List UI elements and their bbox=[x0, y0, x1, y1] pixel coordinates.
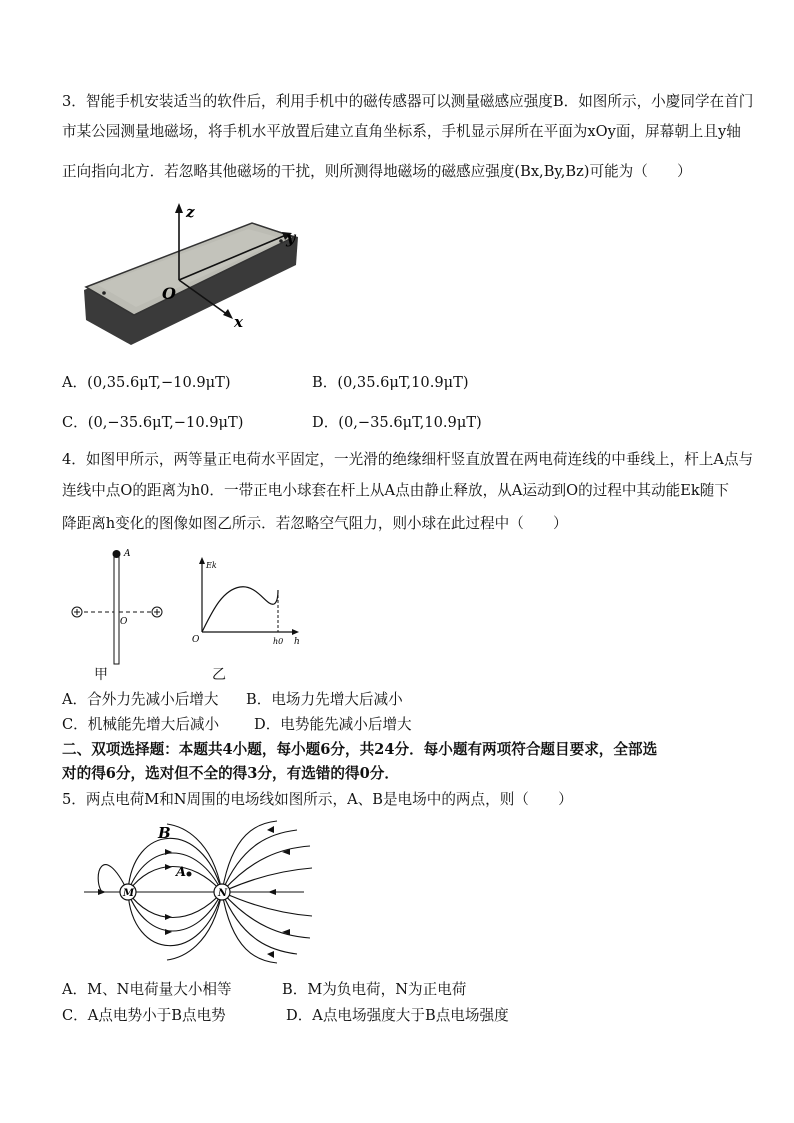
q3-phone-figure bbox=[76, 195, 306, 360]
q4-tick-h0: h0 bbox=[273, 637, 284, 646]
x-axis-label: x bbox=[234, 313, 243, 331]
q4-ylabel: Ek bbox=[206, 561, 217, 570]
q3-option-a[interactable]: A．(0,35.6μT,−10.9μT) bbox=[62, 374, 231, 391]
q5-option-c[interactable]: C．A点电势小于B点电势 bbox=[62, 1007, 226, 1024]
ek-curve bbox=[202, 587, 278, 632]
q3-text-line1: 3．智能手机安装适当的软件后，利用手机中的磁传感器可以测量磁感应强度B．如图所示，小慶同学在首门 bbox=[62, 93, 754, 110]
q3-option-d[interactable]: D．(0,−35.6μT,10.9μT) bbox=[312, 414, 482, 431]
q4-label-A: A bbox=[124, 549, 131, 559]
q5-option-b[interactable]: B．M为负电荷，N为正电荷 bbox=[282, 981, 467, 998]
q3-option-c[interactable]: C．(0,−35.6μT,−10.9μT) bbox=[62, 414, 244, 431]
section2-heading-line2: 对的得6分，选对但不全的得3分，有选错的得0分． bbox=[62, 765, 399, 782]
q4-figure-yi bbox=[192, 557, 300, 647]
q4-text-line1: 4．如图甲所示，两等量正电荷水平固定，一光滑的绝缘细杆竖直放置在两电荷连线的中垂线上，杆上A点与 bbox=[62, 451, 754, 468]
q4-text-line3: 降距离h变化的图像如图乙所示．若忽略空气阻力，则小球在此过程中（ ） bbox=[62, 515, 568, 532]
q4-origin: O bbox=[192, 635, 200, 645]
field-lines bbox=[84, 821, 312, 963]
y-axis-label: y bbox=[286, 228, 296, 247]
q4-text-line2: 连线中点O的距离为h0．一带正电小球套在杆上从A点由静止释放，从A运动到O的过程中其动能Ek随下 bbox=[62, 482, 729, 499]
origin-label: O bbox=[162, 284, 176, 303]
rod bbox=[114, 554, 119, 664]
q5-field-figure bbox=[72, 818, 320, 978]
q3-option-b[interactable]: B．(0,35.6μT,10.9μT) bbox=[312, 374, 469, 391]
q5-label-M: M bbox=[123, 888, 135, 899]
q4-option-a[interactable]: A．合外力先减小后增大 bbox=[62, 691, 219, 708]
q5-option-a[interactable]: A．M、N电荷量大小相等 bbox=[62, 981, 232, 998]
q4-option-d[interactable]: D．电势能先减小后增大 bbox=[254, 716, 412, 733]
q4-caption-jia: 甲 bbox=[94, 667, 108, 683]
q4-label-O: O bbox=[120, 617, 128, 627]
q5-text-line1: 5．两点电荷M和N周围的电场线如图所示，A、B是电场中的两点，则（ ） bbox=[62, 791, 573, 808]
q3-text-line3: 正向指向北方．若忽略其他磁场的干扰，则所测得地磁场的磁感应强度(Bx,By,Bz)可能为（ ） bbox=[62, 163, 692, 180]
q5-label-N: N bbox=[218, 888, 228, 899]
ball bbox=[113, 550, 121, 558]
q3-text-line2: 市某公园测量地磁场，将手机水平放置后建立直角坐标系，手机显示屏所在平面为xOy面，屏幕朝上且y轴 bbox=[62, 123, 741, 140]
q4-caption-yi: 乙 bbox=[212, 667, 226, 683]
q4-xlabel: h bbox=[294, 637, 300, 647]
q4-option-c[interactable]: C．机械能先增大后减小 bbox=[62, 716, 220, 733]
q4-figures bbox=[62, 542, 307, 682]
q4-figure-jia bbox=[72, 549, 162, 664]
q5-label-A: A bbox=[176, 865, 187, 880]
section2-heading-line1: 二、双项选择题：本题共4小题，每小题6分，共24分．每小题有两项符合题目要求，全部选 bbox=[62, 741, 658, 758]
q5-option-d[interactable]: D．A点电场强度大于B点电场强度 bbox=[286, 1007, 509, 1024]
q5-label-B: B bbox=[158, 824, 171, 842]
q4-option-b[interactable]: B．电场力先增大后减小 bbox=[246, 691, 403, 708]
z-axis-label: z bbox=[186, 203, 195, 221]
